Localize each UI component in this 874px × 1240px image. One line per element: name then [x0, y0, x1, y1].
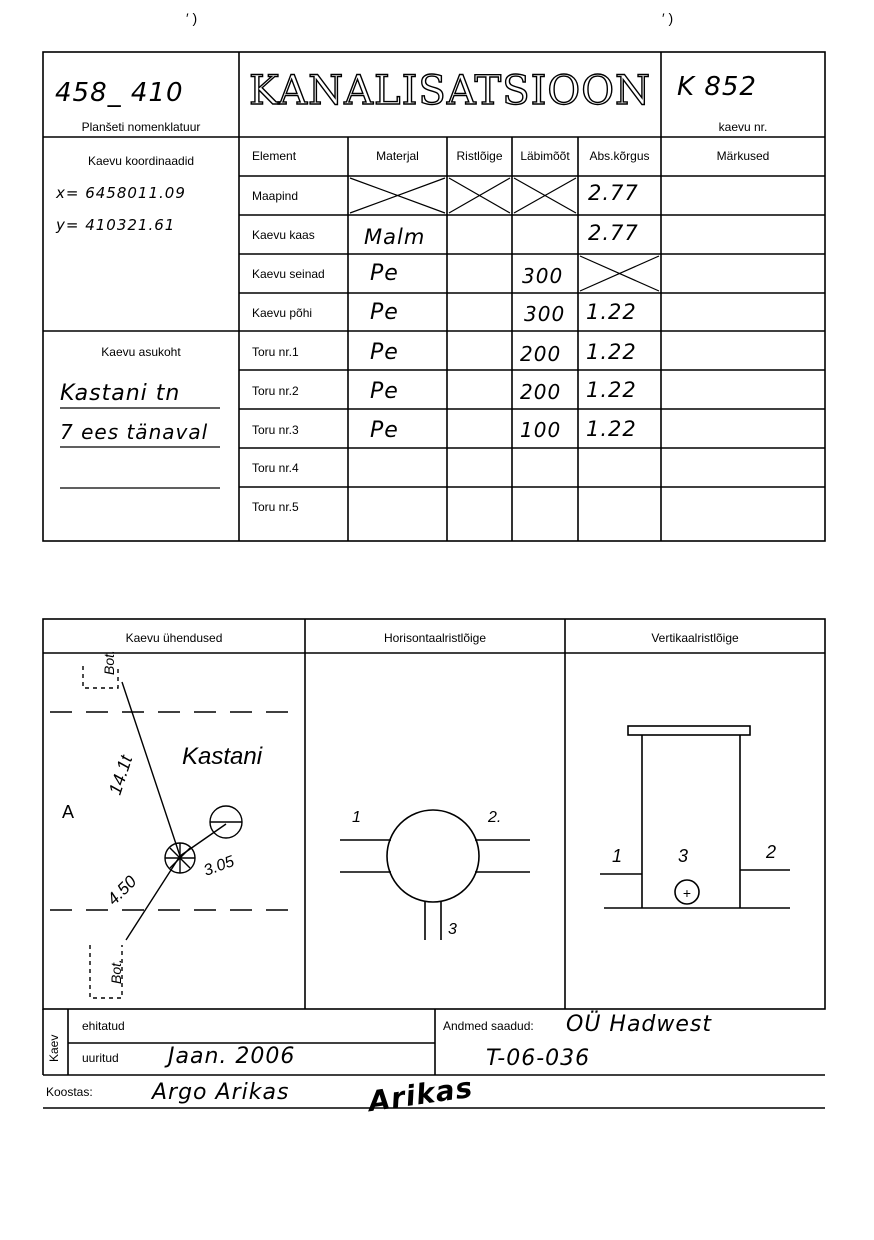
street-label: Kastani	[182, 743, 263, 770]
row-abs-height: 2.77	[588, 221, 639, 245]
row-element: Kaevu kaas	[252, 228, 315, 242]
nomenclature-value: 458_ 410	[55, 78, 184, 108]
row-material: Pe	[370, 340, 399, 365]
row-element: Toru nr.1	[252, 345, 299, 359]
row-material: Pe	[370, 300, 399, 325]
row-diameter: 100	[520, 418, 562, 442]
form-title: KANALISATSIOON	[249, 68, 651, 114]
horizontal-pipe-1: 1	[352, 809, 361, 826]
row-abs-height: 1.22	[586, 340, 637, 364]
well-side-label: Kaev	[47, 1034, 61, 1062]
row-abs-height: 1.22	[586, 378, 637, 402]
location-line-2: 7 ees tänaval	[60, 420, 209, 444]
point-a-label: A	[62, 802, 75, 822]
horizontal-pipe-3: 3	[448, 921, 457, 938]
horizontal-section	[340, 810, 530, 940]
horizontal-section-title: Horisontaalristlõige	[383, 631, 487, 645]
row-element: Toru nr.2	[252, 384, 299, 398]
vertical-section-title: Vertikaalristlõige	[651, 631, 739, 645]
data-received-value: OÜ Hadwest	[566, 1012, 713, 1037]
distance-small: 3.05	[201, 853, 237, 880]
row-element: Toru nr.4	[252, 461, 299, 475]
header-remarks: Märkused	[716, 149, 770, 163]
bot-label-top: Bot.	[101, 650, 117, 675]
vertical-pipe-3: 3	[678, 846, 689, 866]
signature: Arikas	[366, 1070, 476, 1119]
location-label: Kaevu asukoht	[101, 345, 181, 359]
header-cross-section: Ristlõige	[456, 149, 503, 163]
header-abs-height: Abs.kõrgus	[589, 149, 650, 163]
vertical-plus-mark: +	[682, 885, 692, 901]
connections-sketch	[50, 666, 300, 998]
data-received-label: Andmed saadud:	[443, 1019, 534, 1033]
horizontal-pipe-2: 2.	[488, 809, 502, 826]
vertical-section	[600, 726, 790, 908]
row-element: Kaevu põhi	[252, 306, 313, 320]
row-element: Toru nr.5	[252, 500, 299, 514]
row-material: Pe	[370, 418, 399, 443]
distance-upper: 14.1t	[104, 752, 137, 798]
reference-number: T-06-036	[486, 1046, 591, 1071]
header-diameter: Läbimõõt	[520, 149, 570, 163]
header-material: Materjal	[376, 149, 419, 163]
row-diameter: 300	[522, 264, 564, 288]
row-material: Pe	[370, 261, 399, 286]
compiled-value: Argo Arikas	[152, 1080, 290, 1105]
row-element: Maapind	[252, 189, 299, 203]
top-mark-right: ′ )	[662, 10, 674, 26]
row-diameter: 200	[520, 380, 562, 404]
coordinates-label: Kaevu koordinaadid	[87, 154, 195, 168]
row-element: Toru nr.3	[252, 423, 299, 437]
row-element: Kaevu seinad	[252, 267, 325, 281]
surveyed-label: uuritud	[82, 1051, 119, 1065]
well-number-value: K 852	[677, 72, 757, 102]
vertical-pipe-2: 2	[766, 842, 777, 862]
row-abs-height: 1.22	[586, 300, 637, 324]
header-element: Element	[252, 149, 297, 163]
vertical-pipe-1: 1	[612, 846, 623, 866]
surveyed-value: Jaan. 2006	[168, 1044, 296, 1069]
row-abs-height: 1.22	[586, 417, 637, 441]
connections-title: Kaevu ühendused	[125, 631, 223, 645]
nomenclature-label: Planšeti nomenklatuur	[81, 120, 201, 134]
row-diameter: 300	[524, 302, 566, 326]
coordinate-x: x= 6458011.09	[56, 184, 186, 202]
row-abs-height: 2.77	[588, 181, 639, 205]
row-material: Pe	[370, 379, 399, 404]
distance-lower: 4.50	[103, 871, 141, 909]
coordinate-y: y= 410321.61	[56, 216, 176, 234]
bot-label-bottom: Bot.	[108, 959, 124, 984]
location-line-1: Kastani tn	[60, 381, 181, 406]
well-number-label: kaevu nr.	[718, 120, 768, 134]
compiled-label: Koostas:	[46, 1085, 93, 1099]
row-diameter: 200	[520, 342, 562, 366]
row-material: Malm	[364, 225, 426, 249]
top-mark-left: ′ )	[186, 10, 198, 26]
built-label: ehitatud	[82, 1019, 125, 1033]
diagram-panels	[0, 600, 874, 1140]
